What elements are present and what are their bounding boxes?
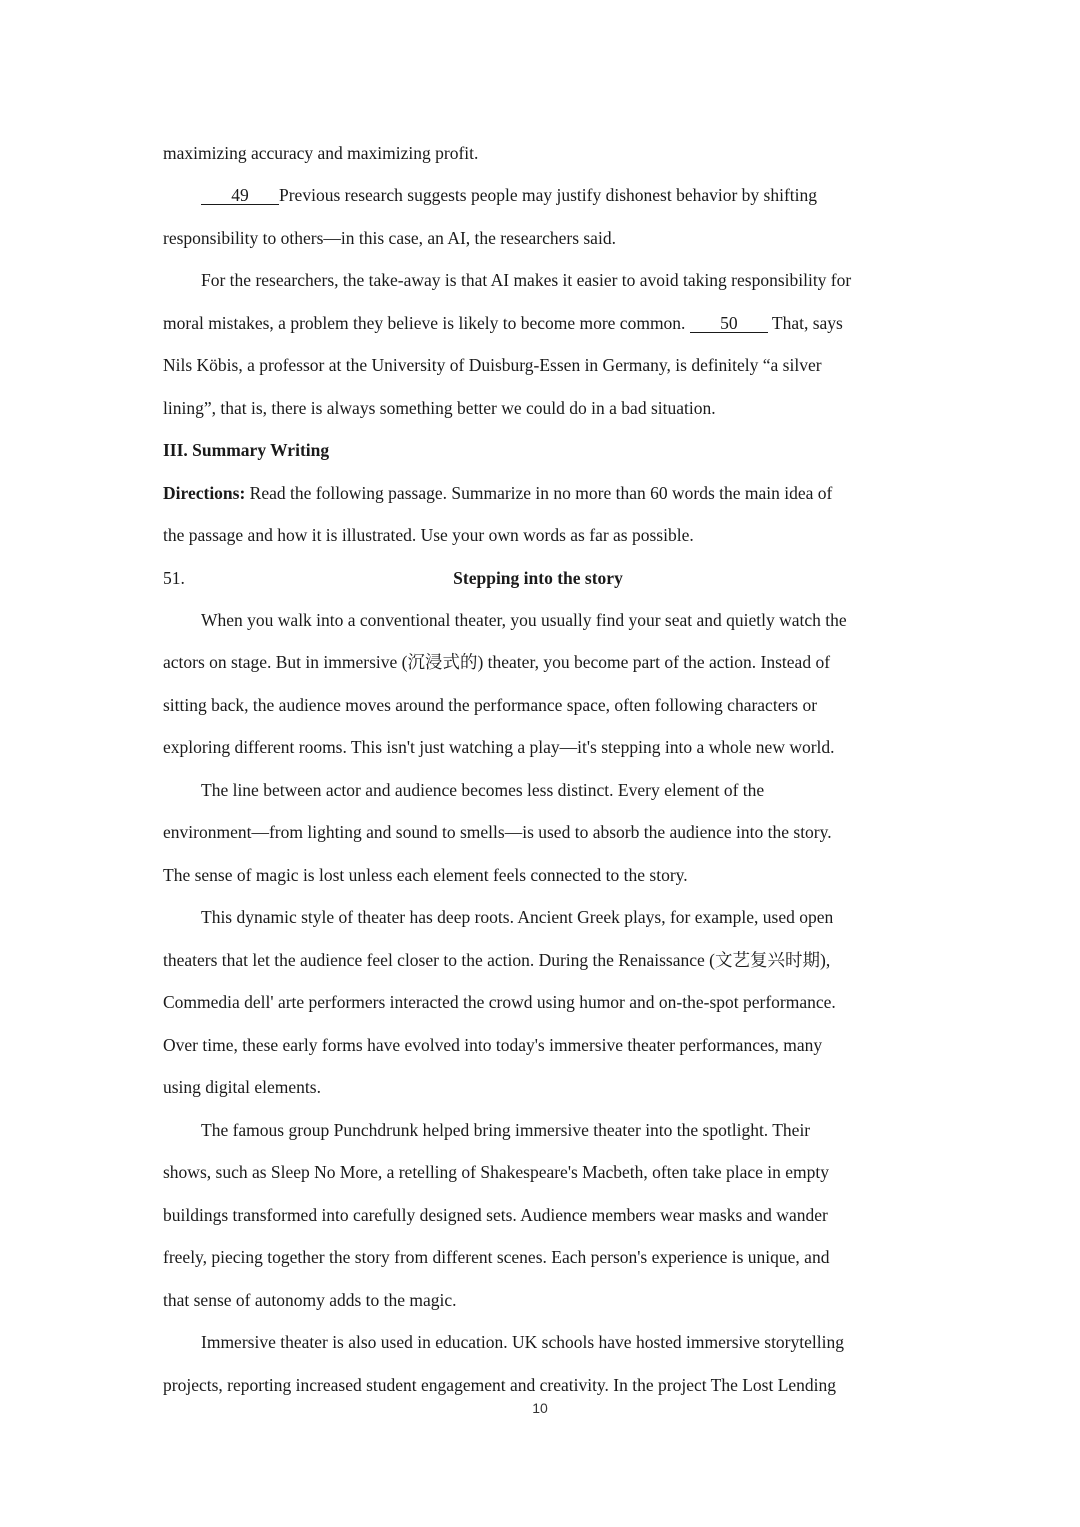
passage-title: Stepping into the story bbox=[453, 568, 623, 588]
takeaway-text-before-blank: moral mistakes, a problem they believe is likely to become more common. bbox=[163, 313, 686, 333]
passage-p3-line-3: Commedia dell' arte performers interacted the crowd using humor and on-the-spot performance. bbox=[163, 992, 836, 1012]
passage-p3-line-5: using digital elements. bbox=[163, 1077, 321, 1097]
passage-p2-line-2: environment—from lighting and sound to smells—is used to absorb the audience into the story. bbox=[163, 822, 832, 842]
takeaway-line-1: For the researchers, the take-away is that AI makes it easier to avoid taking responsibility for bbox=[201, 270, 852, 290]
directions-label: Directions: bbox=[163, 483, 246, 503]
prev-paragraph-line: maximizing accuracy and maximizing profit. bbox=[163, 143, 479, 163]
question-51-number: 51. bbox=[163, 568, 185, 588]
page-number: 10 bbox=[532, 1400, 548, 1416]
passage-p2-line-1: The line between actor and audience becomes less distinct. Every element of the bbox=[201, 780, 765, 800]
passage-p3-line-1: This dynamic style of theater has deep roots. Ancient Greek plays, for example, used open bbox=[201, 907, 834, 927]
passage-p4-line-3: buildings transformed into carefully designed sets. Audience members wear masks and wander bbox=[163, 1205, 828, 1225]
directions-text: Read the following passage. Summarize in no more than 60 words the main idea of bbox=[249, 483, 833, 503]
answer-blank-49[interactable]: 49 bbox=[201, 186, 279, 205]
passage-p1-line-2: actors on stage. But in immersive (沉浸式的) theater, you become part of the action. Instead of bbox=[163, 652, 831, 672]
question-49-line-2: responsibility to others—in this case, an AI, the researchers said. bbox=[163, 228, 616, 248]
answer-blank-50[interactable]: 50 bbox=[690, 314, 768, 333]
passage-p4-line-4: freely, piecing together the story from different scenes. Each person's experience is unique, and bbox=[163, 1247, 830, 1267]
section-heading: III. Summary Writing bbox=[163, 440, 330, 460]
takeaway-line-2 bbox=[163, 312, 843, 334]
question-49-text: Previous research suggests people may justify dishonest behavior by shifting bbox=[279, 185, 818, 205]
takeaway-line-4: lining”, that is, there is always something better we could do in a bad situation. bbox=[163, 398, 716, 418]
takeaway-line-3: Nils Köbis, a professor at the University of Duisburg-Essen in Germany, is definitely “a silver bbox=[163, 355, 822, 375]
takeaway-text-after-blank: That, says bbox=[771, 313, 843, 333]
passage-p1-line-4: exploring different rooms. This isn't just watching a play—it's stepping into a whole new world. bbox=[163, 737, 835, 757]
passage-p4-line-1: The famous group Punchdrunk helped bring immersive theater into the spotlight. Their bbox=[201, 1120, 811, 1140]
passage-p2-line-3: The sense of magic is lost unless each element feels connected to the story. bbox=[163, 865, 688, 885]
passage-p3-line-4: Over time, these early forms have evolved into today's immersive theater performances, many bbox=[163, 1035, 823, 1055]
directions-line-2: the passage and how it is illustrated. Use your own words as far as possible. bbox=[163, 525, 694, 545]
passage-p1-line-1: When you walk into a conventional theater, you usually find your seat and quietly watch the bbox=[201, 610, 847, 630]
passage-p1-line-3: sitting back, the audience moves around the performance space, often following characters or bbox=[163, 695, 818, 715]
passage-p4-line-5: that sense of autonomy adds to the magic. bbox=[163, 1290, 457, 1310]
passage-p4-line-2: shows, such as Sleep No More, a retelling of Shakespeare's Macbeth, often take place in empty bbox=[163, 1162, 830, 1182]
question-49-line bbox=[201, 184, 817, 206]
passage-p5-line-2: projects, reporting increased student engagement and creativity. In the project The Lost Lending bbox=[163, 1375, 837, 1395]
passage-p3-line-2: theaters that let the audience feel closer to the action. During the Renaissance (文艺复兴时期), bbox=[163, 950, 831, 970]
directions-line-1 bbox=[163, 482, 832, 504]
passage-p5-line-1: Immersive theater is also used in education. UK schools have hosted immersive storytelling bbox=[201, 1332, 844, 1352]
